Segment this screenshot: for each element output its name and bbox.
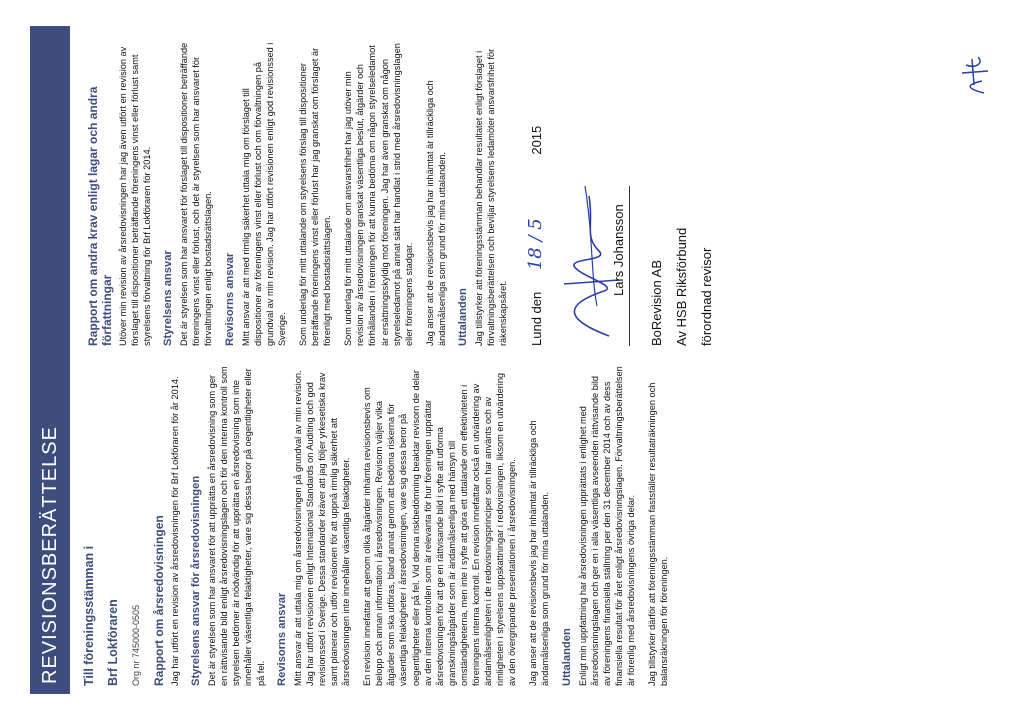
heading-statements: Uttalanden (560, 628, 573, 686)
heading-board-responsibility: Styrelsens ansvar för årsredovisningen (190, 475, 203, 686)
paragraph-auditor-2-1: Mitt ansvar är att med rimlig säkerhet uttala mig om förslaget till dispositioner av föreningens vinst eller förlust och om förvaltningen på grundval av min revision. Jag har utfört revisionen enligt god revisionssed i Sverige. (240, 42, 287, 346)
auditor-role: förordnad revisor (699, 247, 715, 346)
left-column (82, 366, 679, 686)
paragraph-statements-1: Enligt min uppfattning har årsredovisningen upprättats i enlighet med årsredovisningslagen och ger en i alla väsentliga avseenden rättvisande bild av föreningens finansiella ställning per den 31 december 2014 och av dess finansiella resultat för året enligt årsredovisningslagen. Förvaltningsberättelsen är förenlig med årsredovisningens övriga delar. (577, 366, 636, 686)
paragraph-auditor-2-3: Som underlag för mitt uttalande om ansvarsfrihet har jag utöver min revision av årsredovisningen granskat väsentliga beslut, åtgärder och förhållanden i föreningen för att kunna bedöma om någon styrelseledamot är ersättningsskyldig mot föreningen. Jag har även granskat om någon styrelseledamot på annat sätt har handlat i strid med årsredovisningslagen eller föreningens stadgar. (343, 43, 414, 346)
document-banner (30, 26, 70, 694)
place-label: Lund den (529, 291, 545, 346)
year: 2015 (529, 125, 545, 155)
paragraph-auditor-1: Mitt ansvar är att uttala mig om årsredovisningen på grundval av min revision. Jag har utfört revisionen enligt International Standards on Auditing och god revisionssed i Sverige. Dessa standarder kräver att jag följer yrkesetiska krav samt planerar och utför revisionen för att uppnå rimlig säkerhet att årsredovisningen inte innehåller väsentliga felaktigheter. (292, 370, 352, 686)
paragraph-board-responsibility: Det är styrelsen som har ansvaret för att upprätta en årsredovisning som ger en rättvisande bild enligt årsredovisningslagen och för den interna kontroll som styrelsen bedömer är nödvändig för att upprätta en årsredovisning som inte innehåller väsentliga felaktigheter, vare sig dessa beror på oegentligheter eller på fel. (207, 366, 266, 686)
signatory-name: Lars Johansson (611, 204, 627, 296)
handwritten-initials-icon (958, 53, 992, 99)
paragraph-auditor-2-4: Jag anser att de revisionsbevis jag har inhämtat är tillräckliga och ändamålsenliga som grund för mina uttalanden. (424, 80, 447, 346)
paragraph-statements-2-1: Jag tillstyrker att föreningsstämman behandlar resultatet enligt förslaget i förvaltningsberättelsen och beviljar styrelsens ledamöter ansvarsfrihet för räkenskapsåret. (473, 48, 509, 346)
paragraph-statements-2: Jag tillstyrker därför att föreningsstämman fastställer resultaträkningen och balansräkningen för föreningen. (647, 382, 670, 686)
place-date-line (527, 41, 546, 346)
heading-auditor-responsibility-2: Revisorns ansvar (223, 252, 236, 346)
paragraph-auditor-3: Jag anser att de revisionsbevis jag har inhämtat är tillräckliga och ändamålsenliga som grund för mina uttalanden. (528, 420, 551, 686)
heading-other-requirements: Rapport om andra krav enligt lagar och andra författningar (86, 86, 114, 346)
signature-line (629, 186, 630, 346)
heading-auditor-responsibility: Revisorns ansvar (275, 592, 288, 686)
right-column (82, 41, 724, 346)
heading-report: Rapport om årsredovisningen (152, 515, 167, 686)
auditor-appointing-body: Av HSB Riksförbund (674, 227, 690, 346)
paragraph-other-requirements: Utöver min revision av årsredovisningen har jag även utfört en revision av förslaget till dispositioner beträffande föreningens vinst eller förlust samt styrelsens förvaltning för Brf Lokföraren för 2014. (118, 46, 153, 346)
handwritten-date: 18 / 5 (525, 218, 547, 271)
paragraph-report: Jag har utfört en revision av årsredovisningen för Brf Lokföraren för år 2014. (170, 376, 181, 686)
paragraph-auditor-2: En revision innefattar att genom olika åtgärder inhämta revisionsbevis om belopp och annan information i årsredovisningen. Revisorn väljer vilka åtgärder som ska utföras, bland annat genom att bedöma riskerna för väsentliga felaktigheter i årsredovisningen, vare sig dessa beror på oegentligheter eller på fel. Vid denna riskbedömning beaktar revisorn de delar av den interna kontrollen som är relevanta för hur föreningen upprättar årsredovisningen för att ge en rättvisande bild i syfte att utforma granskningsåtgärder som är ändamålsenliga med hänsyn till omständigheterna, men inte i syfte att göra ett uttalande om effektiviteten i föreningens interna kontroll. En revision innefattar också en utvärdering av ändamålsenligheten i de redovisningsprinciper som har använts och av rimligheten i styrelsens uppskattningar i redovisningen, liksom en utvärdering av den övergripande presentationen i årsredovisningen. (362, 370, 518, 686)
addressee-line-2: Brf Lokföraren (106, 599, 120, 686)
auditor-firm: BoRevision AB (649, 260, 665, 346)
org-number: Org nr 745000-0505 (131, 604, 141, 686)
document-title: REVISIONSBERÄTTELSE (39, 426, 61, 684)
addressee-line-1: Till föreningsstämman i (82, 545, 96, 686)
paragraph-board-responsibility-2: Det är styrelsen som har ansvaret för förslaget till dispositioner beträffande föreningens vinst eller förlust, och det är styrelsen som har ansvaret för förvaltningen enligt bostadsrättslagen. (179, 42, 214, 346)
heading-board-responsibility-2: Styrelsens ansvar (162, 250, 175, 346)
signature-block (555, 41, 643, 346)
heading-statements-2: Uttalanden (456, 288, 469, 346)
paragraph-auditor-2-2: Som underlag för mitt uttalande om styrelsens förslag till dispositioner beträffande föreningens vinst eller förlust har jag granskat om förslaget är förenligt med bostadsrättslagen. (297, 47, 333, 346)
